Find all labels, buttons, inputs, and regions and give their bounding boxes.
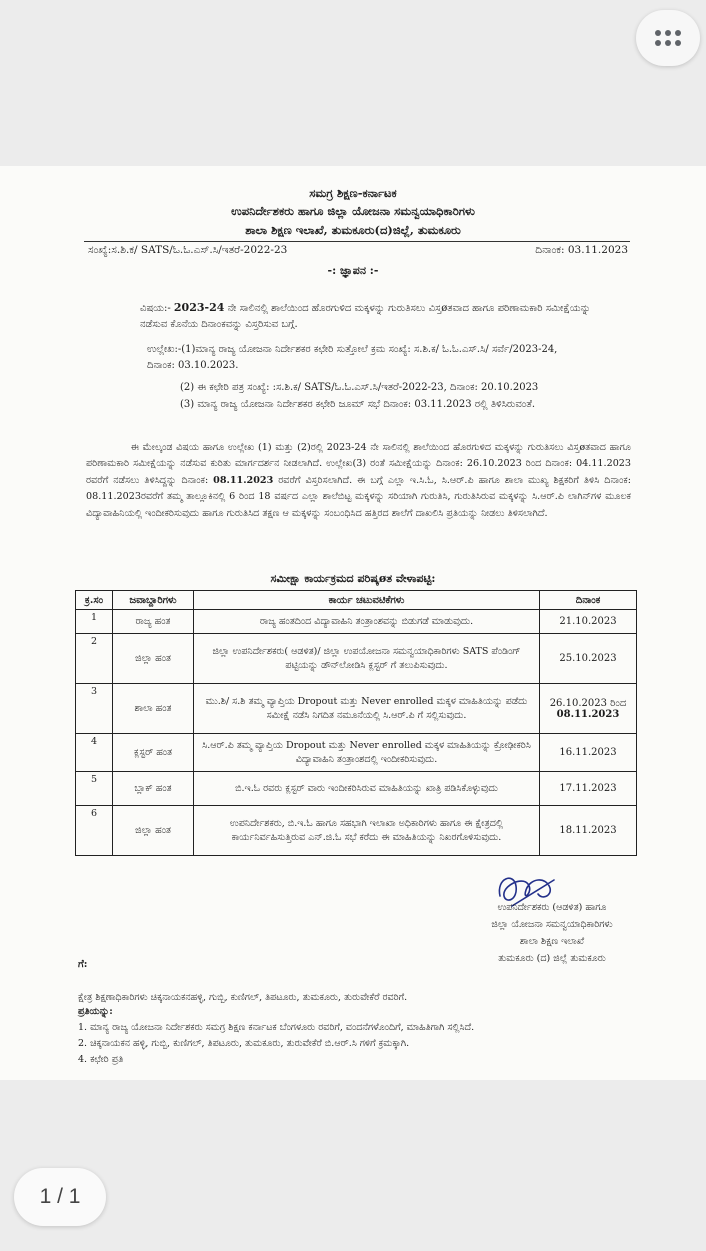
reference-2: (2) ಈ ಕಛೇರಿ ಪತ್ರ ಸಂಖ್ಯೆ: :ಸ.ಶಿ.ಕ/ SATS/ಓ.ಓ.ಎಸ್.ಸಿ/ಇತರೆ-2022-23, ದಿನಾಂಕ: 20.10.2023 bbox=[180, 382, 539, 393]
signatory-line-2: ಜಿಲ್ಲಾ ಯೋಜನಾ ಸಮನ್ವಯಾಧಿಕಾರಿಗಳು bbox=[491, 919, 613, 930]
col-responsibility: ಜವಾಬ್ದಾರಿಗಳು bbox=[113, 591, 194, 610]
header-line-3: ಶಾಲಾ ಶಿಕ್ಷಣ ಇಲಾಖೆ, ತುಮಕೂರು(ದ)ಜಿಲ್ಲೆ, ತುಮಕೂರು bbox=[245, 223, 461, 237]
body-paragraph: ಈ ಮೇಲ್ಕಂಡ ವಿಷಯ ಹಾಗೂ ಉಲ್ಲೇಖ (1) ಮತ್ತು (2)ರಲ್ಲಿ 2023-24 ನೇ ಸಾಲಿನಲ್ಲಿ ಶಾಲೆಯಿಂದ ಹೊರಗುಳಿದ ಮಕ್ಕಳನ್ನು ಗುರುತಿಸಲು ವಿಸ್ತøತವಾದ ಹಾಗೂ ಪರಿಣಾಮಕಾರಿ ಸಮೀಕ್ಷೆಯನ್ನು ನಡೆಸುವ ಕುರಿತು ಮಾರ್ಗದರ್ಶನ ನೀಡಲಾಗಿದೆ. ಉಲ್ಲೇಖ(3) ರಂತೆ ಸಮೀಕ್ಷೆಯನ್ನು ದಿನಾಂಕ: 26.10.2023 ರಿಂದ ದಿನಾಂಕ: 04.11.2023 ರವರೆಗೆ ನಡೆಸಲು ತಿಳಿಸಿದ್ದನ್ನು ದಿನಾಂಕ: 08.11.2023 ರವರೆಗೆ ವಿಸ್ತರಿಸಲಾಗಿದೆ. ಈ ಬಗ್ಗೆ ಎಲ್ಲಾ ಇ.ಸಿ.ಓ, ಸಿ.ಆರ್.ಪಿ ಹಾಗೂ ಶಾಲಾ ಮುಖ್ಯ ಶಿಕ್ಷಕರಿಗೆ ತಿಳಿಸಿ ದಿನಾಂಕ: 08.11.2023ರವರೆಗೆ ತಮ್ಮ ತಾಲ್ಲೂಕಿನಲ್ಲಿ 6 ರಿಂದ 18 ವರ್ಷದ ಎಲ್ಲಾ ಶಾಲೆಬಿಟ್ಟ ಮಕ್ಕಳನ್ನು ಸರಿಯಾಗಿ ಗುರುತಿಸಿ, ಗುರುತಿಸಿರುವ ಮಕ್ಕಳನ್ನು ಸಿ.ಆರ್.ಪಿ ಲಾಗಿನ್‌ಗಳ ಮೂಲಕ ವಿದ್ಯಾವಾಹಿನಿಯಲ್ಲಿ ಇಂದೀಕರಿಸುವುದು ಹಾಗೂ ಗುರುತಿಸಿದ ತಕ್ಷಣ ಆ ಮಕ್ಕಳನ್ನು ಸಂಬಂಧಿಸಿದ ಹತ್ತಿರದ ಶಾಲೆಗೆ ದಾಖಲಿಸಿ ಪ್ರತಿಯನ್ನು ನೀಡಲು ತಿಳಿಸಲಾಗಿದೆ. bbox=[86, 442, 631, 519]
header-divider bbox=[84, 241, 630, 242]
table-row: 6 ಜಿಲ್ಲಾ ಹಂತ ಉಪನಿರ್ದೇಶಕರು, ಬಿ.ಇ.ಓ ಹಾಗೂ ಸಹಭಾಗಿ ಇಲಾಖಾ ಅಧಿಕಾರಿಗಳು ಹಾಗೂ ಈ ಕ್ಷೇತ್ರದಲ್ಲಿ ಕಾರ್ಯನಿರ್ವಹಿಸುತ್ತಿರುವ ಎನ್.ಜಿ.ಓ ಸಭೆ ಕರೆದು ಈ ಮಾಹಿತಿಯನ್ನು ನಿಖರಗೊಳಿಸುವುದು. 18.11.2023 bbox=[76, 806, 637, 856]
signatory-line-3: ಶಾಲಾ ಶಿಕ್ಷಣ ಇಲಾಖೆ bbox=[519, 936, 585, 947]
signatory-title: ಉಪನಿರ್ದೇಶಕರು (ಆಡಳಿತ) ಹಾಗೂ bbox=[497, 902, 607, 913]
document-page bbox=[0, 166, 706, 1080]
memo-title: -: ಜ್ಞಾಪನ :- bbox=[327, 264, 379, 277]
ref-number: ಸಂಖ್ಯೆ:ಸ.ಶಿ.ಕ/ SATS/ಓ.ಓ.ಎಸ್.ಸಿ/ಇತರೆ-2022-23 bbox=[88, 244, 288, 256]
subject: ವಿಷಯ:- 2023-24 ನೇ ಸಾಲಿನಲ್ಲಿ ಶಾಲೆಯಿಂದ ಹೊರಗುಳಿದ ಮಕ್ಕಳನ್ನು ಗುರುತಿಸಲು ವಿಸ್ತøತವಾದ ಹಾಗೂ ಪರಿಣಾಮಕಾರಿ ಸಮೀಕ್ಷೆಯನ್ನು ನಡೆಸುವ ಕೊನೆಯ ದಿನಾಂಕವನ್ನು ವಿಸ್ತರಿಸುವ ಬಗ್ಗೆ. bbox=[140, 301, 591, 330]
header-line-1: ಸಮಗ್ರ ಶಿಕ್ಷಣ-ಕರ್ನಾಟಕ bbox=[309, 186, 397, 200]
table-row: 5 ಬ್ಲಾಕ್ ಹಂತ ಬಿ.ಇ.ಓ ರವರು ಕ್ಲಸ್ಟರ್ ವಾರು ಇಂದೀಕರಿಸಿರುವ ಮಾಹಿತಿಯನ್ನು ಖಾತ್ರಿ ಪಡಿಸಿಕೊಳ್ಳುವುದು 17.11.2023 bbox=[76, 772, 637, 806]
copy-4: 4. ಕಛೇರಿ ಪ್ರತಿ bbox=[78, 1054, 124, 1065]
table-row: 3 ಶಾಲಾ ಹಂತ ಮು.ಶಿ/ ಸ.ಶಿ ತಮ್ಮ ವ್ಯಾಪ್ತಿಯ Dropout ಮತ್ತು Never enrolled ಮಕ್ಕಳ ಮಾಹಿತಿಯನ್ನು ಪಡೆದು ಸಮೀಕ್ಷೆ ನಡೆಸಿ ನಿಗದಿತ ನಮೂನೆಯಲ್ಲಿ ಸಿ.ಆರ್.ಪಿ ಗೆ ಸಲ್ಲಿಸುವುದು. 26.10.2023 ರಿಂದ 08.11.2023 bbox=[76, 684, 637, 734]
col-activity: ಕಾರ್ಯ ಚಟುವಟಿಕೆಗಳು bbox=[194, 591, 540, 610]
letter-date: ದಿನಾಂಕ: 03.11.2023 bbox=[535, 244, 628, 256]
header-line-2: ಉಪನಿರ್ದೇಶಕರು ಹಾಗೂ ಜಿಲ್ಲಾ ಯೋಜನಾ ಸಮನ್ವಯಾಧಿಕಾರಿಗಳು bbox=[231, 204, 475, 218]
more-dots-icon bbox=[655, 30, 681, 46]
table-title: ಸಮೀಕ್ಷಾ ಕಾರ್ಯಕ್ರಮದ ಪರಿಷ್ಕøತ ವೇಳಾಪಟ್ಟಿ: bbox=[270, 572, 436, 585]
table-row: 2 ಜಿಲ್ಲಾ ಹಂತ ಜಿಲ್ಲಾ ಉಪನಿರ್ದೇಶಕರು( ಆಡಳಿತ)/ ಜಿಲ್ಲಾ ಉಪಯೋಜನಾ ಸಮನ್ವಯಾಧಿಕಾರಿಗಳು SATS ಪೆಂಡಿಂಗ್ ಪಟ್ಟಿಯನ್ನು ಡೌನ್‌ಲೋಡಿಸಿ ಕ್ಲಸ್ಟರ್ ಗೆ ತಲುಪಿಸುವುದು. 25.10.2023 bbox=[76, 634, 637, 684]
page-indicator[interactable]: 1 / 1 bbox=[14, 1168, 106, 1226]
col-sn: ಕ್ರ.ಸಂ bbox=[76, 591, 113, 610]
reference-3: (3) ಮಾನ್ಯ ರಾಜ್ಯ ಯೋಜನಾ ನಿರ್ದೇಶಕರ ಕಛೇರಿ ಜೂಮ್ ಸಭೆ ದಿನಾಂಕ: 03.11.2023 ರಲ್ಲಿ ತಿಳಿಸಿರುವಂತೆ. bbox=[180, 399, 536, 410]
table-header-row bbox=[76, 591, 637, 610]
more-options-button[interactable] bbox=[636, 10, 700, 66]
copy-2: 2. ಚಿಕ್ಕನಾಯಕನ ಹಳ್ಳಿ, ಗುಬ್ಬಿ, ಕುಣಿಗಲ್, ತಿಪಟೂರು, ತುಮಕೂರು, ತುರುವೇಕೆರೆ ಬಿ.ಆರ್.ಸಿ ಗಳಿಗೆ ಕ್ರಮಕ್ಕಾಗಿ. bbox=[78, 1038, 410, 1049]
reference-1: ಉಲ್ಲೇಖ:-(1)ಮಾನ್ಯ ರಾಜ್ಯ ಯೋಜನಾ ನಿರ್ದೇಶಕರ ಕಛೇರಿ ಸುತ್ತೋಲೆ ಕ್ರಮ ಸಂಖ್ಯೆ: ಸ.ಶಿ.ಕ/ ಓ.ಓ.ಎಸ್.ಸಿ/ ಸರ್ವೆ/2023-24, ದಿನಾಂಕ: 03.10.2023. bbox=[147, 344, 558, 371]
signatory-line-4: ತುಮಕೂರು (ದ) ಜಿಲ್ಲೆ ತುಮಕೂರು bbox=[498, 953, 606, 964]
col-date: ದಿನಾಂಕ bbox=[540, 591, 637, 610]
schedule-table bbox=[75, 590, 637, 856]
copies-label: ಪ್ರತಿಯನ್ನು: bbox=[78, 1006, 113, 1017]
table-row: 1 ರಾಜ್ಯ ಹಂತ ರಾಜ್ಯ ಹಂತದಿಂದ ವಿದ್ಯಾವಾಹಿನಿ ತಂತ್ರಾಂಶವನ್ನು ಬಿಡುಗಡೆ ಮಾಡುವುದು. 21.10.2023 bbox=[76, 610, 637, 634]
to-label: ಗೆ: bbox=[78, 959, 88, 970]
copy-1: 1. ಮಾನ್ಯ ರಾಜ್ಯ ಯೋಜನಾ ನಿರ್ದೇಶಕರು ಸಮಗ್ರ ಶಿಕ್ಷಣ ಕರ್ನಾಟಕ ಬೆಂಗಳೂರು ರವರಿಗೆ, ವಂದನೆಗಳೊಂದಿಗೆ, ಮಾಹಿತಿಗಾಗಿ ಸಲ್ಲಿಸಿದೆ. bbox=[78, 1022, 475, 1033]
table-row: 4 ಕ್ಲಸ್ಟರ್ ಹಂತ ಸಿ.ಆರ್.ಪಿ ತಮ್ಮ ವ್ಯಾಪ್ತಿಯ Dropout ಮತ್ತು Never enrolled ಮಕ್ಕಳ ಮಾಹಿತಿಯನ್ನು ಕ್ರೋಢೀಕರಿಸಿ ವಿದ್ಯಾವಾಹಿನಿ ತಂತ್ರಾಂಶದಲ್ಲಿ ಇಂದೀಕರಿಸುವುದು. 16.11.2023 bbox=[76, 734, 637, 772]
recipients: ಕ್ಷೇತ್ರ ಶಿಕ್ಷಣಾಧಿಕಾರಿಗಳು ಚಿಕ್ಕನಾಯಕನಹಳ್ಳಿ, ಗುಬ್ಬಿ, ಕುಣಿಗಲ್, ತಿಪಟೂರು, ತುಮಕೂರು, ತುರುವೇಕೆರೆ ರವರಿಗೆ. bbox=[78, 992, 408, 1003]
